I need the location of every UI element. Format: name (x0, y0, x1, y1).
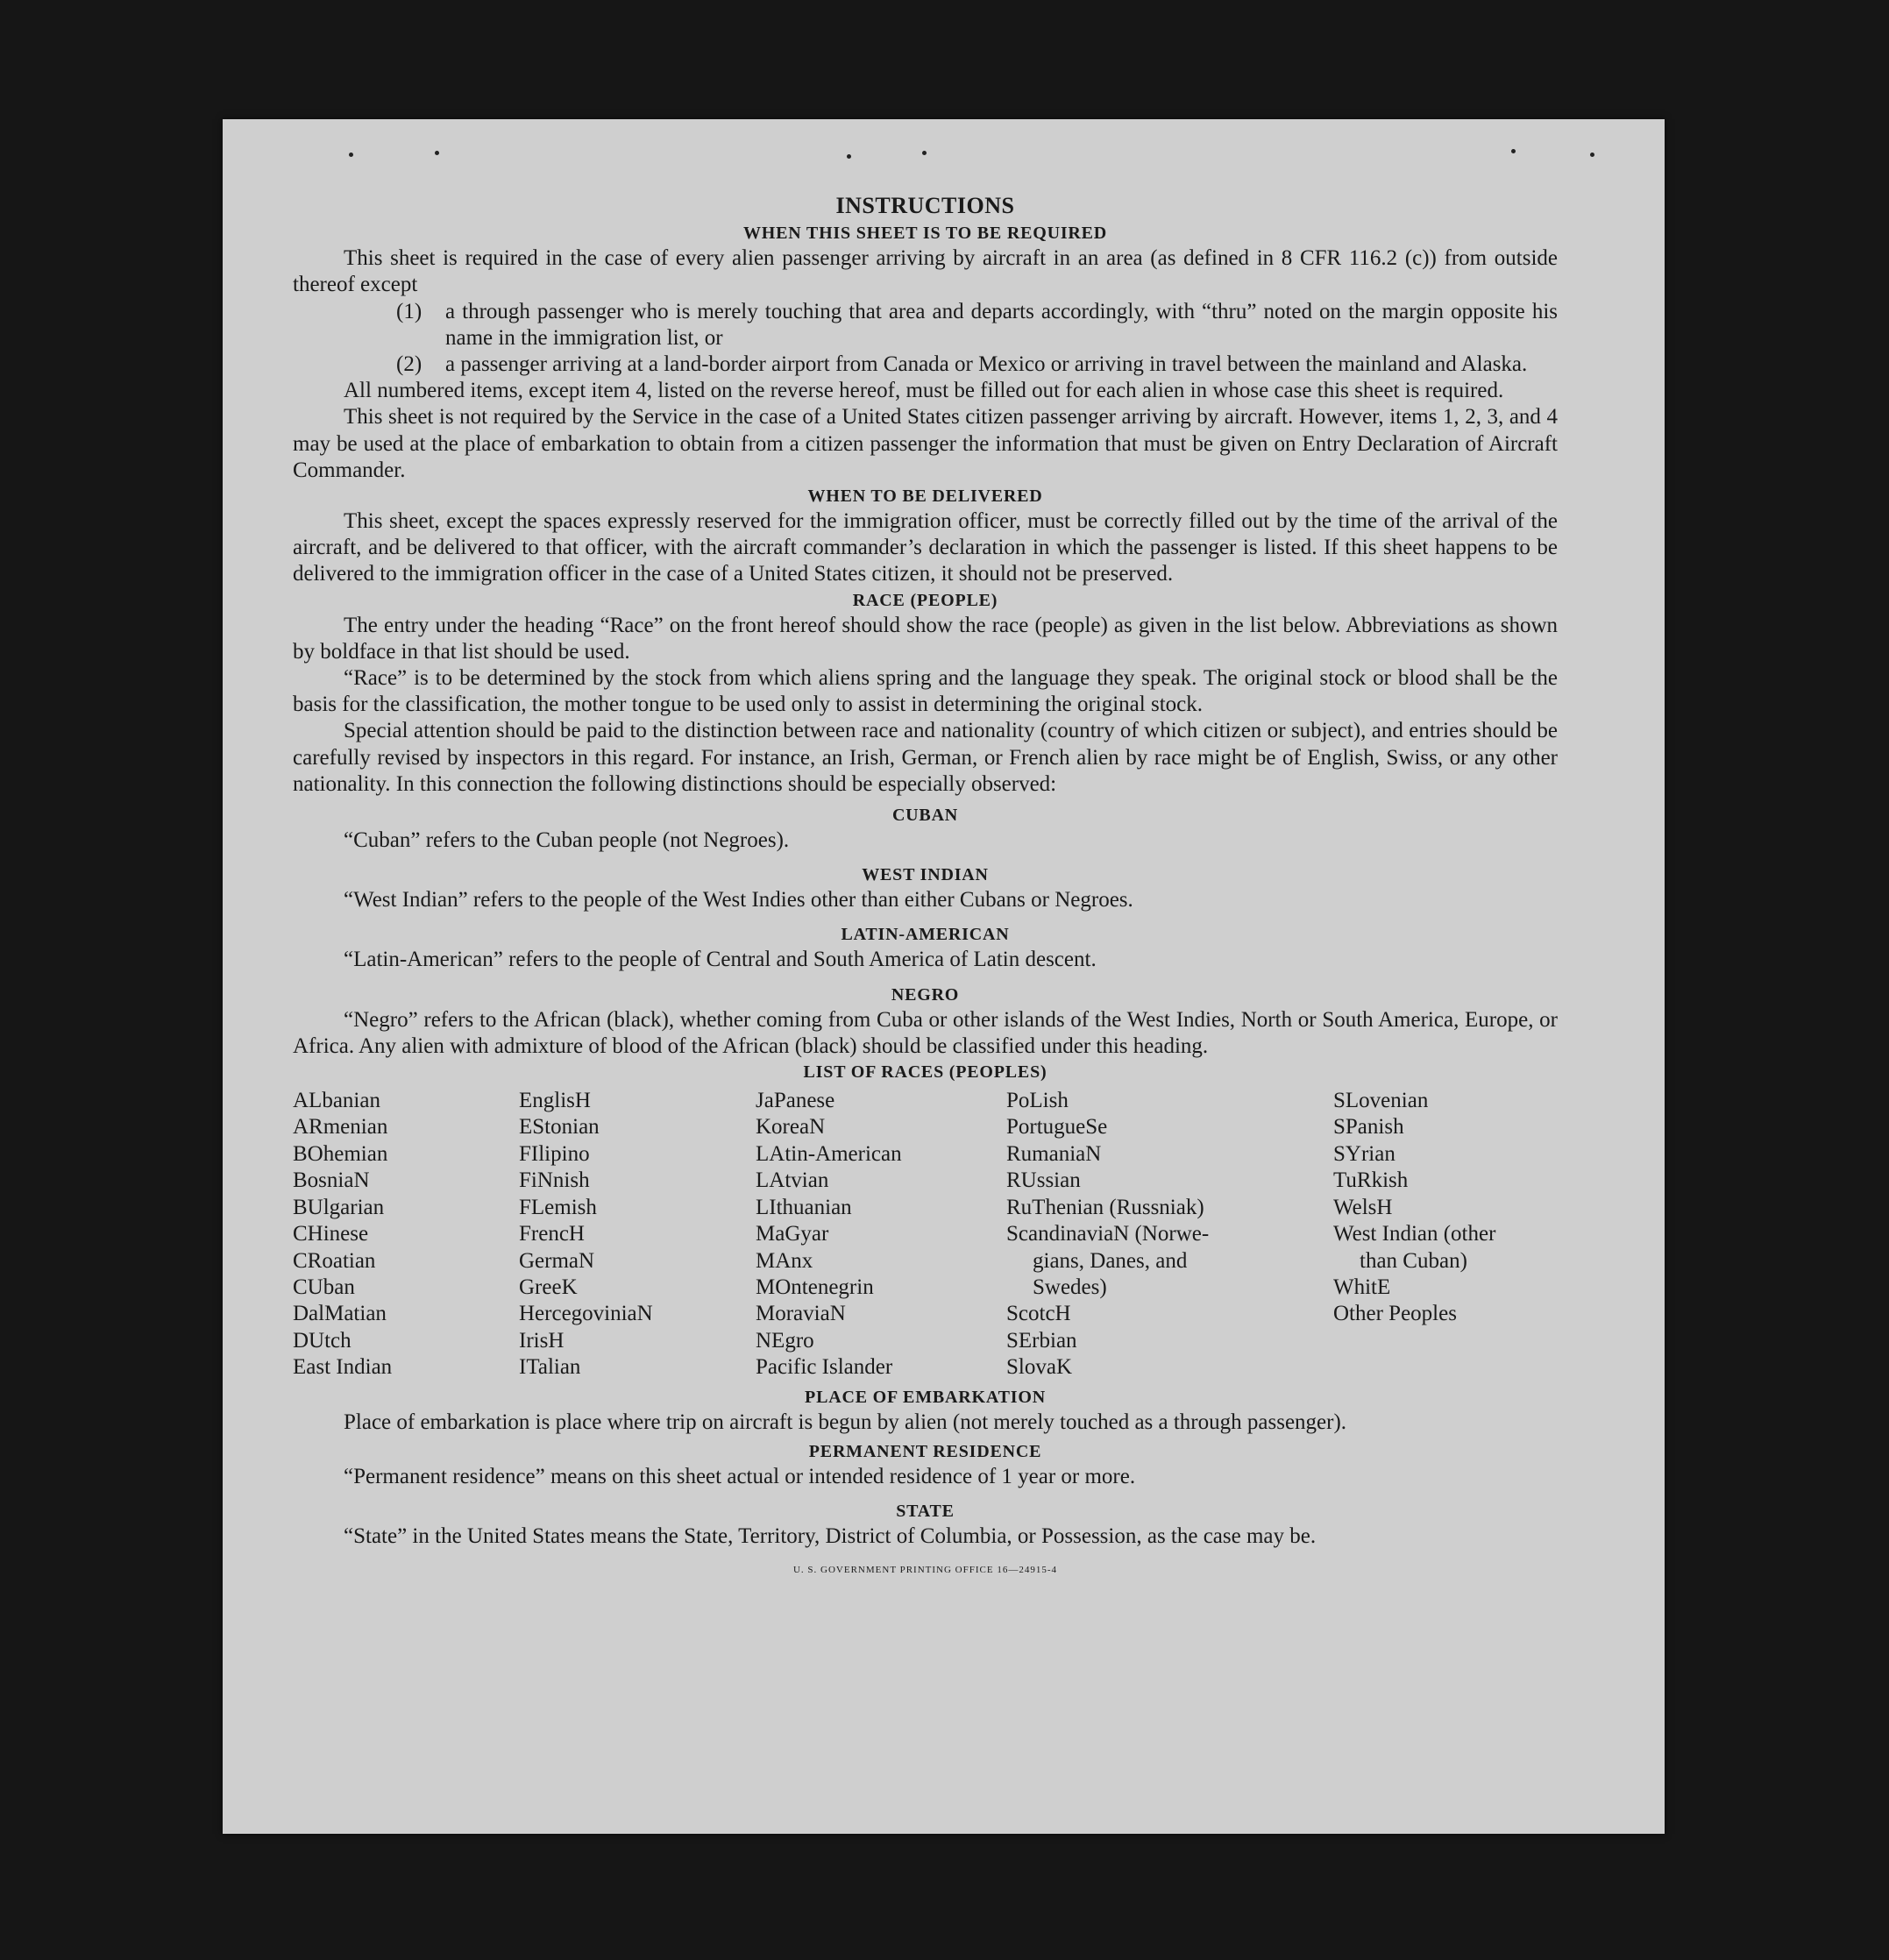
item-text: a through passenger who is merely touching that area and departs accordingly, with “thru” noted on the margin opposite his name in the immigration list, or (445, 299, 1558, 350)
section-heading: LATIN-AMERICAN (841, 925, 1010, 945)
section-heading: NEGRO (891, 984, 960, 1005)
race-entry: SErbian (1006, 1328, 1077, 1353)
race-entry: MAnx (756, 1248, 813, 1273)
race-entry: WhitE (1333, 1275, 1391, 1299)
race-entry: GreeK (519, 1275, 578, 1299)
race-entry: East Indian (293, 1355, 393, 1380)
race-column (1006, 1088, 1333, 1381)
race-entry: PoLish (1006, 1089, 1069, 1113)
section-heading: CUBAN (891, 806, 959, 826)
race-entry: FrencH (519, 1222, 585, 1246)
paragraph: The entry under the heading “Race” on the front hereof should show the race (people) as given in the list below. Abbreviations as shown by boldface in that list should be used. (293, 613, 1558, 664)
paragraph: “Latin-American” refers to the people of Central and South America of Latin descent. (344, 948, 1097, 972)
paragraph: “State” in the United States means the State, Territory, District of Columbia, or Possession, as the case may be. (344, 1523, 1317, 1548)
race-entry: TuRkish (1333, 1168, 1409, 1193)
race-entry: LAtvian (756, 1168, 829, 1193)
race-entry: LIthuanian (756, 1195, 852, 1219)
punch-mark (847, 154, 851, 159)
punch-mark (435, 151, 439, 155)
section-heading: STATE (896, 1501, 955, 1521)
race-entry: NEgro (756, 1328, 814, 1353)
paragraph: This sheet is not required by the Service in the case of a United States citizen passenger arriving by aircraft. However, items 1, 2, 3, and 4 may be used at the place of embarkation to obtain from a citizen passenger the information that must be given on Entry Declaration of Aircraft Commander. (293, 405, 1558, 482)
document-sheet (223, 119, 1665, 1834)
race-entry: West Indian (other (1333, 1222, 1496, 1246)
paragraph: “Negro” refers to the African (black), whether coming from Cuba or other islands of the West Indies, North or South America, Europe, or Africa. Any alien with admixture of blood of the African (black) should be classified under this heading. (293, 1007, 1558, 1058)
item-number: (1) (396, 299, 423, 323)
paragraph: “Race” is to be determined by the stock from which aliens spring and the language they speak. The original stock or blood shall be the basis for the classification, the mother tongue to be used only to assist in determining the original stock. (293, 666, 1558, 717)
race-entry: MoraviaN (756, 1302, 846, 1326)
paragraph: Special attention should be paid to the distinction between race and nationality (country of which citizen or subject), and entries should be carefully revised by inspectors in this regard. For instance, an Irish, German, or French alien by race might be of English, Swiss, or any other nationality. In this connection the following distinctions should be especially observed: (293, 719, 1558, 796)
race-entry: HercegoviniaN (519, 1302, 653, 1326)
race-entry: MOntenegrin (756, 1275, 874, 1299)
race-entry: PortugueSe (1006, 1115, 1108, 1140)
punch-mark (1590, 153, 1594, 157)
race-column (1333, 1088, 1558, 1381)
section-heading: WHEN TO BE DELIVERED (807, 486, 1043, 507)
race-entry: Other Peoples (1333, 1302, 1457, 1326)
race-entry: SPanish (1333, 1115, 1404, 1140)
race-entry: ALbanian (293, 1089, 380, 1113)
race-entry: RuThenian (Russniak) (1006, 1195, 1204, 1219)
section-heading: RACE (PEOPLE) (852, 590, 998, 610)
race-entry: IrisH (519, 1328, 565, 1353)
list-item (293, 299, 1558, 352)
race-entry: BOhemian (293, 1141, 388, 1166)
paragraph: Place of embarkation is place where trip on aircraft is begun by alien (not merely touched as a through passenger). (344, 1410, 1347, 1434)
section-heading: PERMANENT RESIDENCE (808, 1441, 1042, 1461)
race-entry: BosniaN (293, 1168, 370, 1193)
page-title: INSTRUCTIONS (835, 193, 1015, 218)
section-heading: WEST INDIAN (862, 865, 989, 885)
race-entry: CRoatian (293, 1248, 376, 1273)
race-entry: KoreaN (756, 1115, 826, 1140)
race-entry: JaPanese (756, 1089, 835, 1113)
paragraph: This sheet, except the spaces expressly reserved for the immigration officer, must be correctly filled out by the time of the arrival of the aircraft, and be delivered to that officer, with the aircraft commander’s declaration in which the passenger is listed. If this sheet happens to be delivered to the immigration officer in the case of a United States citizen, it should not be preserved. (293, 509, 1558, 586)
race-entry: BUlgarian (293, 1195, 385, 1219)
race-column (519, 1088, 756, 1381)
punch-mark (922, 151, 927, 155)
race-entry: SlovaK (1006, 1355, 1072, 1380)
punch-mark (1511, 149, 1516, 153)
race-entry: gians, Danes, and (1033, 1248, 1188, 1273)
race-entry: SYrian (1333, 1141, 1395, 1166)
race-entry: FIlipino (519, 1141, 590, 1166)
race-entry: FLemish (519, 1195, 597, 1219)
race-column (756, 1088, 1006, 1381)
list-item (293, 352, 1558, 378)
race-entry: WelsH (1333, 1195, 1393, 1219)
race-entry: GermaN (519, 1248, 595, 1273)
paragraph: All numbered items, except item 4, listed on the reverse hereof, must be filled out for each alien in whose case this sheet is required. (344, 379, 1504, 403)
race-entry: DalMatian (293, 1302, 387, 1326)
race-entry: RumaniaN (1006, 1141, 1102, 1166)
printing-office-footer: U. S. GOVERNMENT PRINTING OFFICE 16—24915-4 (792, 1565, 1057, 1576)
race-list (293, 1088, 1558, 1381)
race-entry: Swedes) (1033, 1275, 1107, 1299)
paragraph: “West Indian” refers to the people of the West Indies other than either Cubans or Negroes. (344, 888, 1133, 913)
paragraph: “Permanent residence” means on this sheet actual or intended residence of 1 year or more. (344, 1464, 1136, 1488)
race-entry: DUtch (293, 1328, 352, 1353)
paragraph: This sheet is required in the case of every alien passenger arriving by aircraft in an area (as defined in 8 CFR 116.2 (c)) from outside thereof except (293, 246, 1558, 297)
race-entry: ITalian (519, 1355, 581, 1380)
race-entry: RUssian (1006, 1168, 1081, 1193)
race-entry: CHinese (293, 1222, 369, 1246)
race-entry: ScandinaviaN (Norwe- (1006, 1222, 1210, 1246)
race-column (293, 1088, 519, 1381)
punch-mark (349, 153, 353, 157)
race-entry: MaGyar (756, 1222, 829, 1246)
section-heading: WHEN THIS SHEET IS TO BE REQUIRED (742, 224, 1108, 244)
section-heading: PLACE OF EMBARKATION (805, 1387, 1046, 1407)
race-entry: EnglisH (519, 1089, 591, 1113)
race-entry: FiNnish (519, 1168, 590, 1193)
race-entry: EStonian (519, 1115, 600, 1140)
document-body (293, 193, 1558, 1583)
race-entry: ScotcH (1006, 1302, 1071, 1326)
paragraph: “Cuban” refers to the Cuban people (not Negroes). (344, 828, 790, 853)
race-entry: than Cuban) (1360, 1248, 1467, 1273)
race-entry: CUban (293, 1275, 355, 1299)
item-number: (2) (396, 352, 423, 377)
race-entry: SLovenian (1333, 1089, 1429, 1113)
section-heading: LIST OF RACES (PEOPLES) (803, 1062, 1047, 1083)
race-entry: Pacific Islander (756, 1355, 893, 1380)
race-entry: LAtin-American (756, 1141, 902, 1166)
item-text: a passenger arriving at a land-border airport from Canada or Mexico or arriving in travel between the mainland and Alaska. (445, 352, 1528, 377)
race-entry: ARmenian (293, 1115, 388, 1140)
